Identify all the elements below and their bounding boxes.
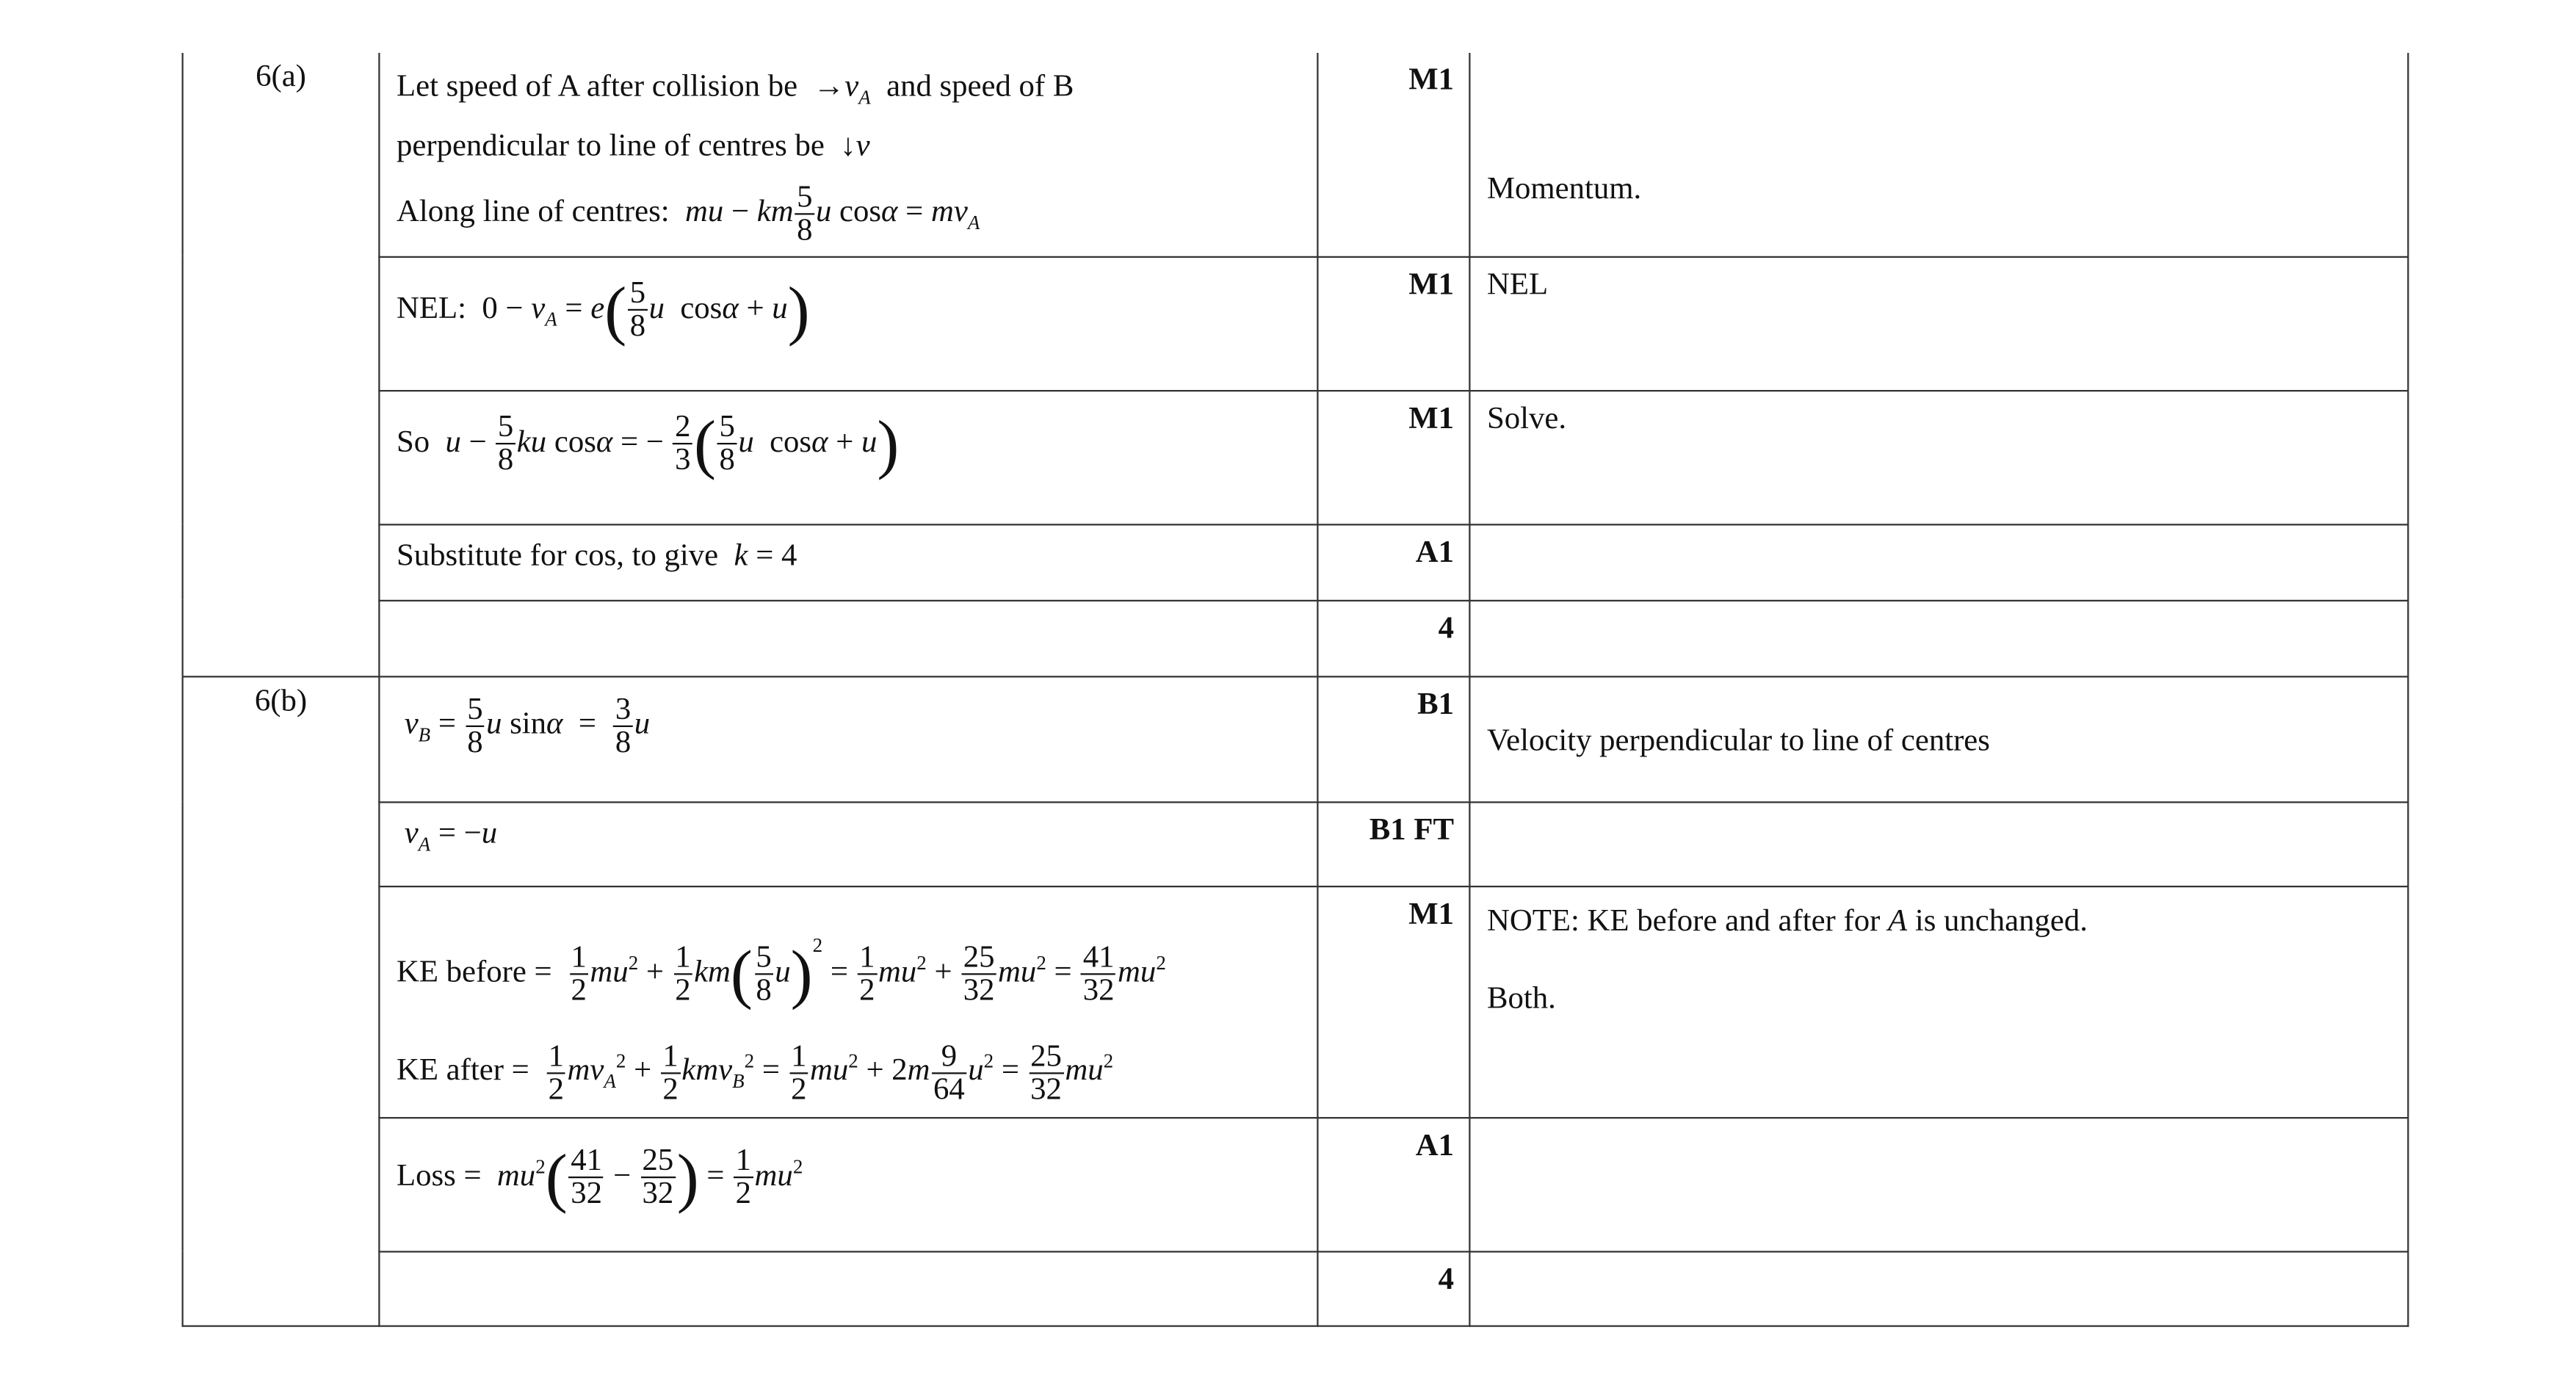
guidance-cell [1469, 801, 2408, 886]
guidance-cell [1469, 676, 2408, 801]
guidance-cell: NEL [1469, 256, 2408, 390]
answer-text: Substitute for cos, to give [397, 538, 719, 573]
answer-text: and speed of B [886, 69, 1074, 104]
table-row [183, 256, 2409, 390]
guidance-cell [1469, 53, 2408, 256]
answer-text: KE after = [397, 1053, 529, 1088]
answer-cell [379, 600, 1317, 676]
table-row [183, 676, 2409, 801]
table-row [183, 886, 2409, 1117]
total-marks: 4 [1317, 600, 1469, 676]
table-row [183, 801, 2409, 886]
answer-cell: Let speed of A after collision be $\to v_A$ and speed of B perpendicular to line of centres be ↓v Along line of centres: mu − km $\frac{5}{8}$ u $\cos\alpha = mv_A$ [379, 53, 1317, 256]
table-row [183, 1251, 2409, 1325]
mark-scheme-table [182, 53, 2409, 1326]
guidance-cell [1469, 1251, 2408, 1325]
italic-particle-label: A [1888, 903, 1908, 938]
guidance-text: Momentum. [1487, 172, 1642, 207]
answer-cell: Substitute for cos, to give k = 4 [379, 524, 1317, 600]
guidance-text [1487, 897, 2394, 947]
answer-text: perpendicular to line of centres be [397, 129, 825, 164]
answer-text: NEL: [397, 290, 466, 325]
question-number: 6(a) [183, 53, 380, 676]
marks-cell: B1 FT [1317, 801, 1469, 886]
answer-cell [379, 1251, 1317, 1325]
table-row [183, 600, 2409, 676]
answer-cell: KE before = $\frac{1}{2}$ $mu^2$ + $\frac{1}{2}$ km( $\frac{5}{8}$ u)$^2$ = $\frac{1}{2}$ $mu^2$ + $\frac{25}{32}$ $mu^2$ = $\frac{41}{32}$ $mu^2$ KE after = $\frac{1}{2}$ $mv_A^2$ + $\frac{1}{2}$ kmv$_B^2$ = $\frac{1}{2}$ $mu^2 + 2m$ $\frac{9}{64}$ $u^2$ = $\frac{25}{32}$ $mu^2$ [379, 886, 1317, 1117]
table-row [183, 1117, 2409, 1251]
answer-cell: NEL: $0 - v_A = e$( $\frac{5}{8}$ u cosα + u) [379, 256, 1317, 390]
answer-text: Along line of centres: [397, 194, 670, 229]
marks-cell: A1 [1317, 1117, 1469, 1251]
marks-cell: M1 [1317, 53, 1469, 256]
question-number: 6(b) [183, 676, 380, 1325]
answer-text: KE before = [397, 954, 552, 989]
marks-cell: A1 [1317, 524, 1469, 600]
guidance-cell [1469, 1117, 2408, 1251]
answer-cell: Loss = $mu^2$( $\frac{41}{32}$ − $\frac{25}{32}$ ) = $\frac{1}{2}$ $mu^2$ [379, 1117, 1317, 1251]
answer-cell: $v_B$ = $\frac{5}{8}$ u sinα = $\frac{3}{8}$ u [379, 676, 1317, 801]
guidance-text: Both. [1487, 980, 1556, 1016]
answer-cell: $v_A = -u$ [379, 801, 1317, 886]
marks-cell: M1 [1317, 390, 1469, 524]
table-row [183, 53, 2409, 256]
total-marks: 4 [1317, 1251, 1469, 1325]
answer-text: So [397, 424, 430, 460]
guidance-cell [1469, 524, 2408, 600]
answer-cell: So u − $\frac{5}{8}$ ku cosα = − $\frac{2}{3}$ ( $\frac{5}{8}$ u cosα + u) [379, 390, 1317, 524]
guidance-cell [1469, 600, 2408, 676]
marks-cell: M1 [1317, 886, 1469, 1117]
guidance-note: NOTE: KE before and after for A is unchanged. [1487, 903, 2088, 938]
marks-cell: M1 [1317, 256, 1469, 390]
answer-text: Loss = [397, 1157, 482, 1193]
answer-text: Let speed of A after collision be [397, 69, 798, 104]
guidance-text: Velocity perpendicular to line of centres [1487, 723, 1990, 758]
table-row [183, 524, 2409, 600]
marks-cell: B1 [1317, 676, 1469, 801]
guidance-cell: Solve. [1469, 390, 2408, 524]
table-row [183, 390, 2409, 524]
guidance-cell [1469, 886, 2408, 1117]
